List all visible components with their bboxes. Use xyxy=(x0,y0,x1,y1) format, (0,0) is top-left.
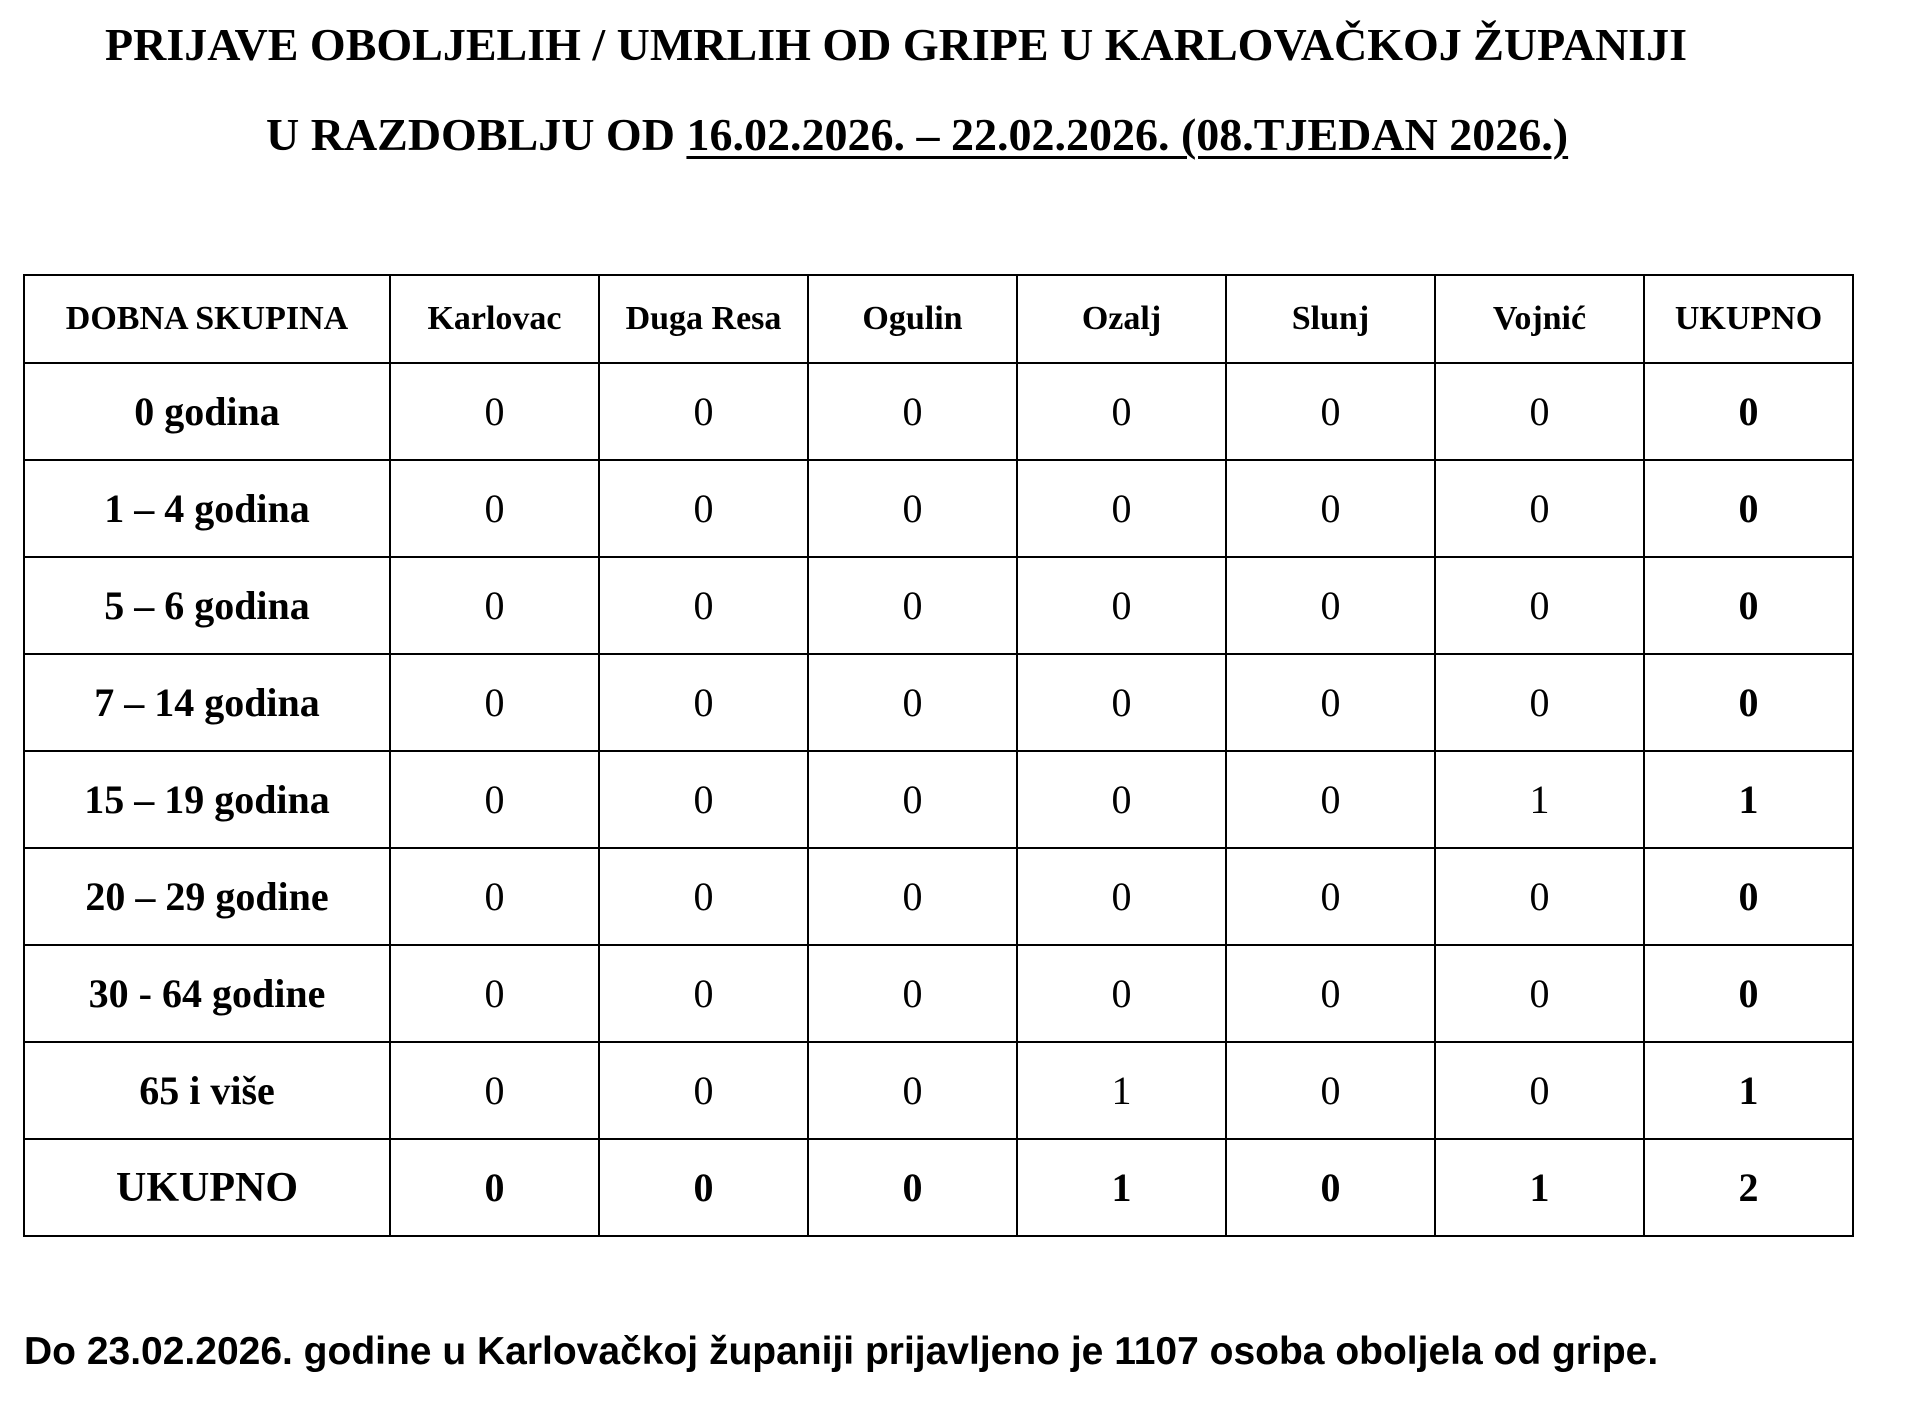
table-row xyxy=(24,1042,1853,1139)
period-label: U RAZDOBLJU OD xyxy=(266,109,687,160)
row-total-cell: 0 xyxy=(1644,945,1853,1042)
count-cell: 0 xyxy=(1226,363,1435,460)
table-header-row xyxy=(24,275,1853,363)
count-cell: 0 xyxy=(390,848,599,945)
table-row xyxy=(24,460,1853,557)
count-cell: 0 xyxy=(599,654,808,751)
count-cell: 1 xyxy=(1017,1042,1226,1139)
count-cell: 0 xyxy=(808,751,1017,848)
count-cell: 0 xyxy=(599,460,808,557)
row-total-cell: 0 xyxy=(1644,557,1853,654)
count-cell: 0 xyxy=(390,654,599,751)
count-cell: 0 xyxy=(599,945,808,1042)
count-cell: 0 xyxy=(808,848,1017,945)
column-header-age-group: DOBNA SKUPINA xyxy=(24,275,390,363)
count-cell: 0 xyxy=(1017,654,1226,751)
column-header-slunj: Slunj xyxy=(1226,275,1435,363)
count-cell: 1 xyxy=(1435,1139,1644,1236)
table-row xyxy=(24,363,1853,460)
count-cell: 0 xyxy=(808,1042,1017,1139)
count-cell: 0 xyxy=(390,557,599,654)
count-cell: 0 xyxy=(808,363,1017,460)
age-group-cell: 20 – 29 godine xyxy=(24,848,390,945)
count-cell: 0 xyxy=(1435,557,1644,654)
reporting-period: 16.02.2026. – 22.02.2026. (08.TJEDAN 2026.) xyxy=(686,109,1569,160)
age-group-cell: 1 – 4 godina xyxy=(24,460,390,557)
count-cell: 0 xyxy=(1226,460,1435,557)
column-header-vojnic: Vojnić xyxy=(1435,275,1644,363)
row-total-cell: 1 xyxy=(1644,751,1853,848)
table-row xyxy=(24,848,1853,945)
count-cell: 0 xyxy=(808,1139,1017,1236)
count-cell: 0 xyxy=(1226,751,1435,848)
table-total-row xyxy=(24,1139,1853,1236)
count-cell: 0 xyxy=(1435,460,1644,557)
count-cell: 0 xyxy=(1017,945,1226,1042)
row-total-cell: 0 xyxy=(1644,848,1853,945)
row-total-cell: 0 xyxy=(1644,460,1853,557)
report-title-line-2 xyxy=(266,109,1569,160)
count-cell: 0 xyxy=(808,945,1017,1042)
count-cell: 0 xyxy=(1226,848,1435,945)
table-row xyxy=(24,945,1853,1042)
table-row xyxy=(24,654,1853,751)
age-group-cell: 65 i više xyxy=(24,1042,390,1139)
count-cell: 0 xyxy=(599,1042,808,1139)
age-group-cell: 0 godina xyxy=(24,363,390,460)
age-group-cell: 30 - 64 godine xyxy=(24,945,390,1042)
count-cell: 0 xyxy=(599,363,808,460)
count-cell: 0 xyxy=(1226,654,1435,751)
count-cell: 0 xyxy=(1017,557,1226,654)
count-cell: 0 xyxy=(1226,945,1435,1042)
count-cell: 0 xyxy=(808,654,1017,751)
report-title-line-1: PRIJAVE OBOLJELIH / UMRLIH OD GRIPE U KARLOVAČKOJ ŽUPANIJI xyxy=(105,19,1688,70)
count-cell: 0 xyxy=(808,557,1017,654)
count-cell: 0 xyxy=(599,1139,808,1236)
table-row xyxy=(24,557,1853,654)
row-total-cell: 1 xyxy=(1644,1042,1853,1139)
count-cell: 0 xyxy=(1435,654,1644,751)
count-cell: 1 xyxy=(1435,751,1644,848)
row-total-cell: 0 xyxy=(1644,654,1853,751)
count-cell: 0 xyxy=(1017,848,1226,945)
column-header-ogulin: Ogulin xyxy=(808,275,1017,363)
row-total-cell: 0 xyxy=(1644,363,1853,460)
count-cell: 0 xyxy=(599,848,808,945)
count-cell: 0 xyxy=(390,751,599,848)
age-group-cell: UKUPNO xyxy=(24,1139,390,1236)
age-group-cell: 7 – 14 godina xyxy=(24,654,390,751)
count-cell: 0 xyxy=(390,1042,599,1139)
row-total-cell: 2 xyxy=(1644,1139,1853,1236)
table-body xyxy=(24,363,1853,1236)
count-cell: 0 xyxy=(1017,751,1226,848)
count-cell: 1 xyxy=(1017,1139,1226,1236)
count-cell: 0 xyxy=(1017,363,1226,460)
age-group-cell: 5 – 6 godina xyxy=(24,557,390,654)
count-cell: 0 xyxy=(599,751,808,848)
count-cell: 0 xyxy=(1226,557,1435,654)
cumulative-cases-note: Do 23.02.2026. godine u Karlovačkoj županiji prijavljeno je 1107 osoba oboljela od gripe. xyxy=(24,1330,1659,1373)
age-group-cell: 15 – 19 godina xyxy=(24,751,390,848)
count-cell: 0 xyxy=(1435,1042,1644,1139)
count-cell: 0 xyxy=(390,460,599,557)
count-cell: 0 xyxy=(808,460,1017,557)
count-cell: 0 xyxy=(1017,460,1226,557)
count-cell: 0 xyxy=(1435,945,1644,1042)
column-header-karlovac: Karlovac xyxy=(390,275,599,363)
count-cell: 0 xyxy=(390,945,599,1042)
column-header-duga-resa: Duga Resa xyxy=(599,275,808,363)
count-cell: 0 xyxy=(1226,1042,1435,1139)
count-cell: 0 xyxy=(1435,848,1644,945)
count-cell: 0 xyxy=(1435,363,1644,460)
table-row xyxy=(24,751,1853,848)
count-cell: 0 xyxy=(390,363,599,460)
column-header-total: UKUPNO xyxy=(1644,275,1853,363)
count-cell: 0 xyxy=(390,1139,599,1236)
column-header-ozalj: Ozalj xyxy=(1017,275,1226,363)
count-cell: 0 xyxy=(1226,1139,1435,1236)
count-cell: 0 xyxy=(599,557,808,654)
influenza-report-table xyxy=(23,274,1854,1237)
